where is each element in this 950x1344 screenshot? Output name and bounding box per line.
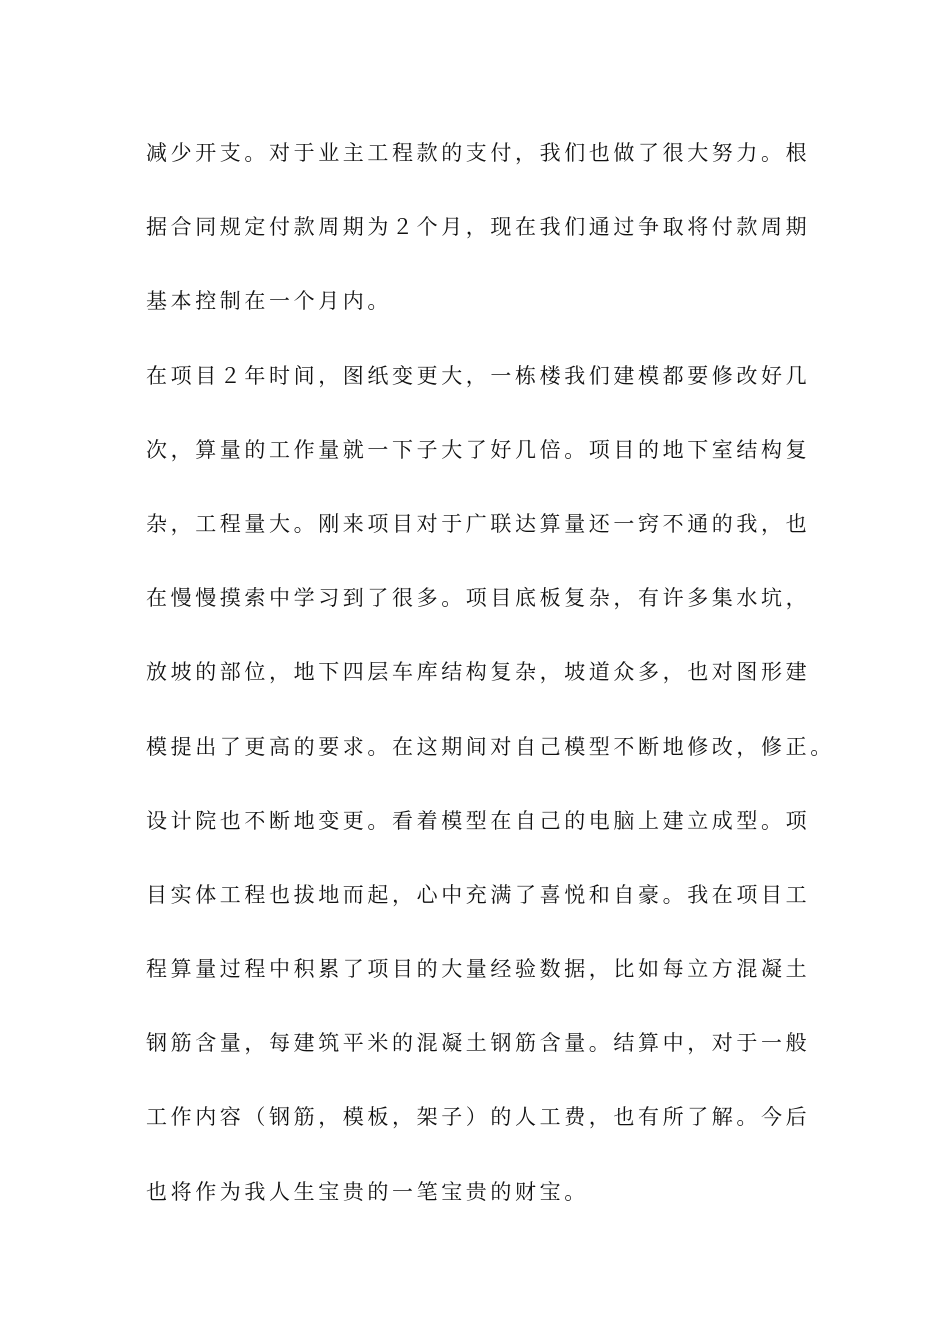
text-line: 目实体工程也拔地而起，心中充满了喜悦和自豪。我在项目工 — [146, 882, 811, 907]
text-line: 钢筋含量，每建筑平米的混凝土钢筋含量。结算中，对于一般 — [146, 1031, 811, 1056]
text-line: 减少开支。对于业主工程款的支付，我们也做了很大努力。根 — [146, 141, 811, 165]
text-line: 据合同规定付款周期为２个月，现在我们通过争取将付款周期 — [146, 215, 811, 240]
text-line: 在慢慢摸索中学习到了很多。项目底板复杂，有许多集水坑， — [146, 586, 811, 611]
text-line: 工作内容（钢筋，模板，架子）的人工费，也有所了解。今后 — [146, 1105, 811, 1130]
text-line: 次，算量的工作量就一下子大了好几倍。项目的地下室结构复 — [146, 437, 811, 462]
text-line: 杂，工程量大。刚来项目对于广联达算量还一窍不通的我，也 — [146, 511, 811, 536]
text-line: 基本控制在一个月内。 — [146, 289, 392, 314]
body-text — [146, 133, 836, 1246]
text-line: 程算量过程中积累了项目的大量经验数据，比如每立方混凝土 — [146, 957, 811, 982]
text-line: 也将作为我人生宝贵的一笔宝贵的财宝。 — [146, 1179, 589, 1204]
text-line: 模提出了更高的要求。在这期间对自己模型不断地修改，修正。 — [146, 734, 835, 759]
text-line: 设计院也不断地变更。看着模型在自己的电脑上建立成型。项 — [146, 808, 811, 833]
text-line: 放坡的部位，地下四层车库结构复杂，坡道众多，也对图形建 — [146, 660, 811, 685]
text-line: 在项目２年时间，图纸变更大，一栋楼我们建模都要修改好几 — [146, 363, 811, 388]
